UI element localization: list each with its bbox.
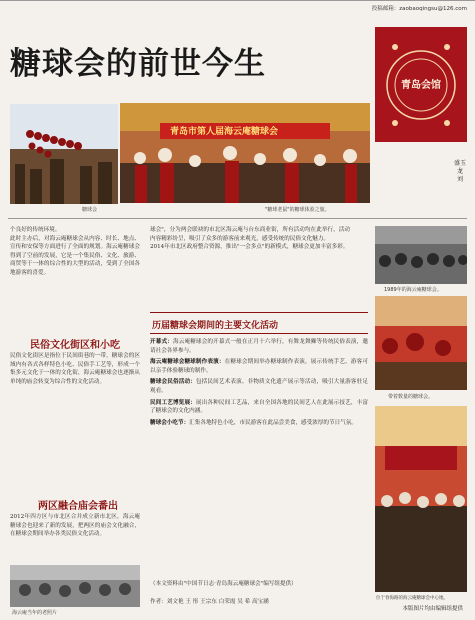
activities-list [150, 338, 368, 430]
col2-title-rule [150, 312, 368, 313]
activity-item [150, 399, 368, 416]
section1-body: 民俗文化街区是指位于民间街巷的一带，糖球会的区域内有各式各样特色小吃、民俗手工艺等，形成一个集多元文化于一体的文化街，海云庵糖球会也逐渐从单纯的庙会转变为综合性的文化活动。 [10, 353, 140, 385]
hero-caption: "糖球老鼠"的糖球体验之旅。 [265, 207, 330, 213]
bottom-left-photo [10, 565, 140, 607]
activity-body: 汇集各地特色小吃，市民游客在此品尝美食，感受浓厚的节日气氛。 [189, 419, 357, 426]
byline [451, 160, 469, 184]
header-email: 投稿邮箱：zaobaoqingsu@126.com [371, 6, 467, 12]
col2-top-text: 球会"，分为两会联袂的市北区海云庵与台东商业街，所有活动均在此举行，活动内容精彩纷呈，吸引了众多的游客前来观光，感受传统的民俗文化魅力。 2014年市北区政府整合资源，推出"一会多点"的新模式，糖球会更加丰富多彩。 [150, 227, 350, 251]
col2-big-title: 历届糖球会期间的主要文化活动 [152, 321, 279, 331]
right-photo-2-caption: 带着数量的糖球会。 [388, 394, 434, 400]
page-title: 糖球会的前世今生 [10, 46, 266, 82]
right-photo-3-caption: 位于春海路的海云庵糖球会中心地。 [376, 596, 448, 601]
byline-line: 龙 [456, 168, 463, 175]
activity-body: 包括民间艺术表演、非物质文化遗产展示等活动，吸引大量游客驻足观看。 [150, 379, 368, 394]
right-photo-3-image [375, 406, 467, 592]
right-photo-1-caption: 1989年的海云庵糖球会。 [384, 287, 442, 293]
bottom-left-caption: 海云庵当年的老照片 [12, 610, 58, 616]
right-photo-2 [375, 296, 467, 390]
bottom-left-photo-image [10, 565, 140, 607]
section2-body: 2012年四方区与市北区合并成立新市北区，海云庵糖球会也迎来了新的发展，把两区的庙会文化融合，在糖球会期间举办各类民俗文化活动。 [10, 514, 140, 538]
col2-credit: 作者：刘文艳 王 彤 王宗东 白荣霞 吴 希 高宝涵 [150, 599, 269, 605]
activity-head: 民间工艺博览展： [150, 399, 196, 406]
activity-item [150, 358, 368, 375]
right-photo-1-image [375, 226, 467, 284]
hero-photo [120, 103, 370, 203]
activity-item [150, 419, 368, 428]
divider [8, 218, 467, 219]
hero-photo-image [120, 103, 370, 203]
left-photo [10, 104, 118, 204]
byline-line: 刘 [456, 176, 463, 183]
activity-head: 糖球会小吃节： [150, 419, 190, 426]
left-photo-image [10, 104, 118, 204]
activity-body: 在糖球会期间举办糖球制作表演，展示传统手艺，游客可以亲手体验糖球的制作。 [150, 359, 368, 374]
decorative-panel [375, 27, 467, 142]
byline-line: 盛玉 [453, 160, 466, 167]
right-photo-2-image [375, 296, 467, 390]
col2-title-rule-bottom [150, 333, 368, 334]
panel-title: 青岛会馆 [401, 80, 441, 91]
section1-title: 民俗文化街区和小吃 [30, 340, 120, 351]
footer-note: 本版图片均由编辑组提供 [402, 606, 463, 612]
activity-body: 海云庵糖球会的开幕式一般在正月十六举行，有舞龙舞狮等传统民俗表演，邀请社会各界参与。 [150, 339, 368, 354]
activity-head: 开幕式： [150, 339, 173, 345]
right-photo-3 [375, 406, 467, 592]
left-photo-caption: 糖球会 [82, 207, 98, 213]
activity-body: 展出各种民间工艺品，来自全国各地的民间艺人在此展示技艺，丰富了糖球会的文化内涵。 [150, 399, 368, 415]
right-photo-1 [375, 226, 467, 284]
activity-head: 海云庵糖球会糖球制作表演： [150, 359, 225, 366]
activity-item [150, 338, 368, 355]
hero-banner-text: 青岛市第人届海云庵糖球会 [170, 127, 279, 137]
col2-end-text: （本文资料由"中国节日志·青岛海云庵糖球会"编写组提供） [150, 581, 297, 587]
section2-title: 两区融合庙会番出 [38, 501, 118, 512]
activity-head: 糖球会民俗活动： [150, 379, 196, 386]
activity-item [150, 378, 368, 395]
col1-intro: 个良好的传统环境。 此时主办后，对海云庵糖球会从内容、时长、地点、宣传和安保等方面进行了全面的规划。海云庵糖球会得到了空前的发展，它是一个集民俗、文化、旅游、商贸等于一体的综合性的大型的活动，受到了全国各地游客的喜爱。 [10, 227, 140, 276]
